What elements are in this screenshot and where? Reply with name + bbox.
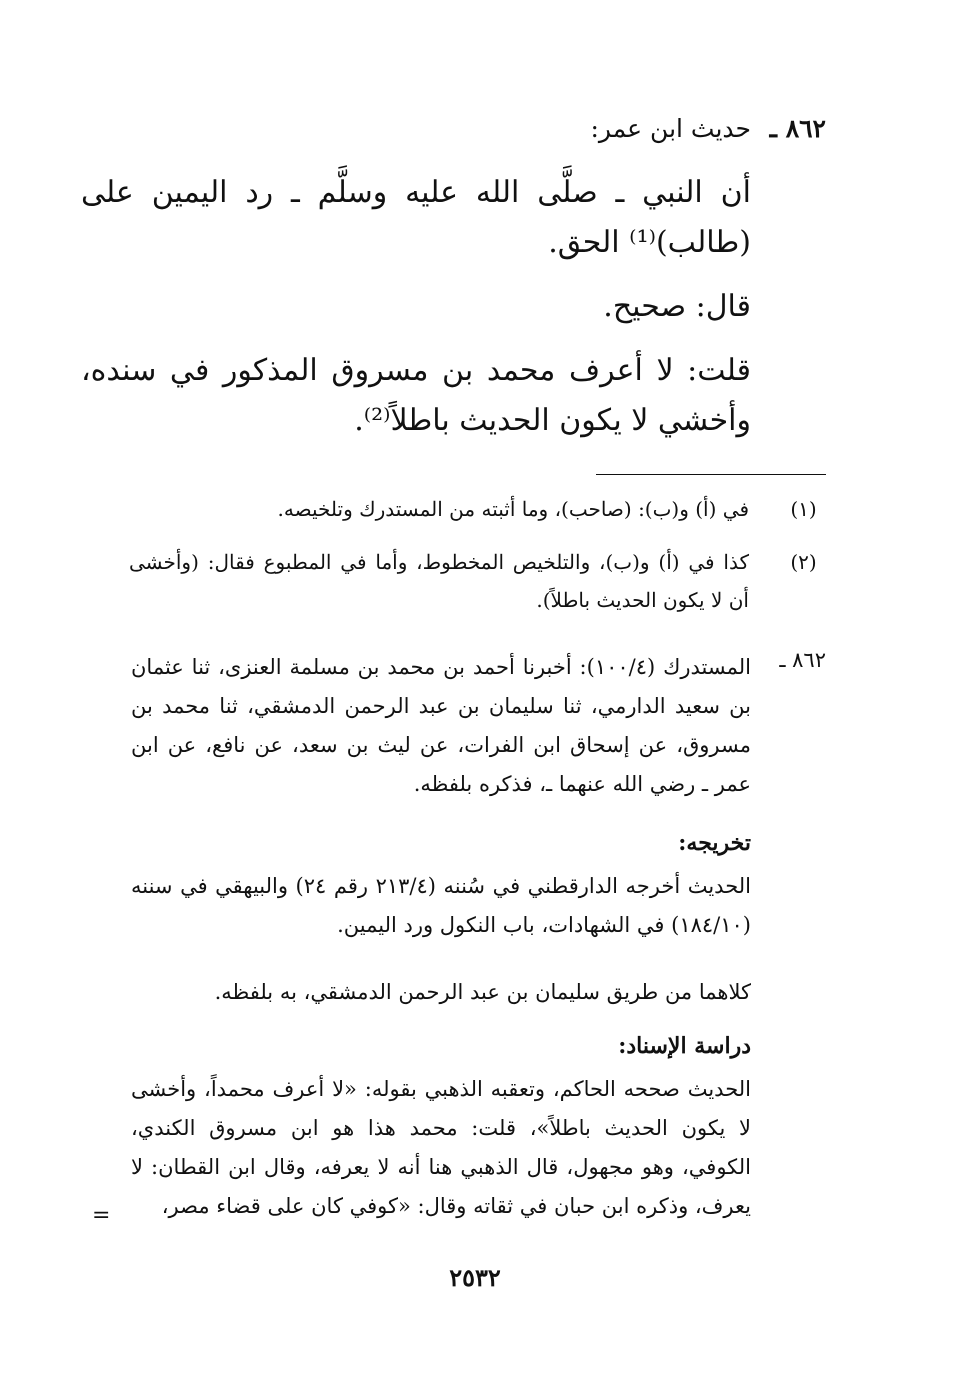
hadith-text: أن النبي ـ صلَّى الله عليه وسلَّم ـ رد اليمين على (طالب)⁽¹⁾ الحق. bbox=[81, 175, 751, 260]
hadith-title: حديث ابن عمر: bbox=[590, 114, 751, 143]
author-comment: قلت: لا أعرف محمد بن مسروق المذكور في سنده، وأخشي لا يكون الحديث باطلاً⁽²⁾. bbox=[81, 353, 751, 438]
takhrij-paragraph-2: كلاهما من طريق سليمان بن عبد الرحمن الدمشقي، به بلفظه. bbox=[214, 980, 751, 1004]
source-text: المستدرك (١٠٠/٤): أخبرنا أحمد بن محمد بن مسلمة العنزى، ثنا عثمان بن سعيد الدارمي، ثنا سليمان بن عبد الرحمن الدمشقي، ثنا محمد بن مسروق، عن إسحاق ابن الفرات، عن ليث بن سعد، عن نافع، عن ابن عمر ـ رضي الله عنهما ـ، فذكره بلفظه. bbox=[131, 655, 751, 796]
dirasa-heading: دراسة الإسناد: bbox=[618, 1033, 751, 1059]
takhrij-heading: تخريجه: bbox=[678, 830, 751, 856]
footnote-text: في (أ) و(ب): (صاحب)، وما أثبته من المستدرك وتلخيصه. bbox=[277, 497, 749, 521]
footnote-divider bbox=[596, 474, 826, 475]
source-number: ٨٦٢ ـ bbox=[779, 648, 826, 672]
footnote-number: (٢) bbox=[790, 550, 817, 574]
continuation-mark: = bbox=[92, 1203, 111, 1228]
footnote-text: كذا في (أ) و(ب)، والتلخيص المخطوط، وأما في المطبوع فقال: (وأخشى أن لا يكون الحديث باطلاً). bbox=[129, 550, 749, 612]
page-number: ٢٥٣٢ bbox=[449, 1263, 501, 1292]
hadith-verdict: قال: صحيح. bbox=[603, 289, 751, 324]
dirasa-text: الحديث صححه الحاكم، وتعقبه الذهبي بقوله: «لا أعرف محمداً، وأخشى لا يكون الحديث باطلاً»، قلت: محمد هذا هو ابن مسروق الكندي، الكوفي، وهو مجهول، قال الذهبي هنا أنه لا يعرفه، وقال ابن القطان: لا يعرف، وذكره ابن حبان في ثقاته وقال: «كوفي كان على قضاء مصر، bbox=[131, 1077, 751, 1218]
footnote-number: (١) bbox=[790, 497, 817, 521]
hadith-number: ٨٦٢ ـ bbox=[769, 114, 826, 143]
takhrij-paragraph-1: الحديث أخرجه الدارقطني في سُننه (٢١٣/٤ رقم ٢٤) والبيهقي في سننه (١٨٤/١٠) في الشهادات، باب النكول ورد اليمين. bbox=[131, 874, 751, 937]
